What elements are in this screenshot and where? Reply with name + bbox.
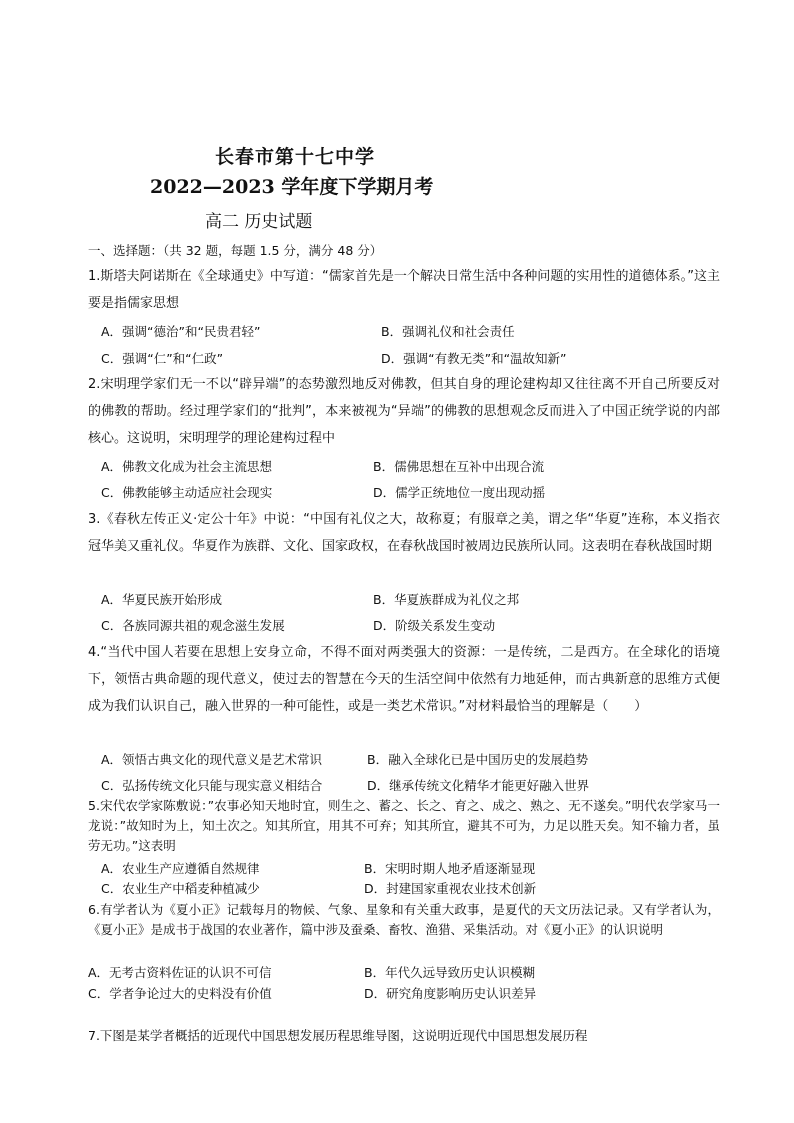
- question-6-stem: 6.有学者认为《夏小正》记载每月的物候、气象、星象和有关重大政事，是夏代的天文历法记录。又有学者认为，《夏小正》是成书于战国的农业著作，篇中涉及蚕桑、畜牧、渔猎、采集活动。对《夏小正》的认识说明: [88, 902, 720, 937]
- question-2-option-c[interactable]: C．佛教能够主动适应社会现实: [101, 485, 273, 500]
- subject-title: 高二 历史试题: [205, 212, 313, 232]
- question-5-option-a[interactable]: A．农业生产应遵循自然规律: [101, 861, 260, 876]
- question-5-option-c[interactable]: C．农业生产中稻麦种植减少: [101, 881, 260, 896]
- question-3-stem: 3.《春秋左传正义·定公十年》中说：“中国有礼仪之大，故称夏；有服章之美，谓之华“华夏”连称，本义指衣冠华美又重礼仪。华夏作为族群、文化、国家政权，在春秋战国时被周边民族所认同。这表明在春秋战国时期: [88, 512, 720, 554]
- question-6-option-b[interactable]: B．年代久远导致历史认识模糊: [364, 965, 536, 980]
- question-3-option-b[interactable]: B．华夏族群成为礼仪之邦: [373, 592, 520, 607]
- question-2-option-b[interactable]: B．儒佛思想在互补中出现合流: [373, 459, 545, 474]
- question-2-stem: 2.宋明理学家们无一不以“辟异端”的态势激烈地反对佛教，但其自身的理论建构却又往往离不开自己所要反对的佛教的帮助。经过理学家们的“批判”，本来被视为“异端”的佛教的思想观念反而进入了中国正统学说的内部核心。这说明，宋明理学的理论建构过程中: [88, 377, 720, 446]
- exam-term-title: 2022—2023 学年度下学期月考: [150, 176, 434, 198]
- question-4-option-b[interactable]: B．融入全球化已是中国历史的发展趋势: [367, 752, 589, 767]
- school-title: 长春市第十七中学: [215, 146, 376, 168]
- question-3-option-a[interactable]: A．华夏民族开始形成: [101, 592, 223, 607]
- question-1-stem: 1.斯塔夫阿诺斯在《全球通史》中写道：“儒家首先是一个解决日常生活中各种问题的实用性的道德体系。”这主要是指儒家思想: [88, 269, 720, 311]
- question-7-stem: 7.下图是某学者概括的近现代中国思想发展历程思维导图，这说明近现代中国思想发展历程: [88, 1028, 588, 1043]
- question-4-stem: 4.“当代中国人若要在思想上安身立命，不得不面对两类强大的资源：一是传统，二是西方。在全球化的语境下，领悟古典命题的现代意义，使过去的智慧在今天的生活空间中依然有力地延伸，而古典新意的思维方式便成为我们认识自己，融入世界的一种可能性，或是一类艺术常识。”对材料最恰当的理解是（ ）: [88, 645, 720, 714]
- question-6-option-a[interactable]: A．无考古资料佐证的认识不可信: [88, 965, 272, 980]
- question-4-option-c[interactable]: C．弘扬传统文化只能与现实意义相结合: [101, 778, 323, 793]
- question-5-option-d[interactable]: D．封建国家重视农业技术创新: [364, 881, 537, 896]
- question-5-stem: 5.宋代农学家陈敷说：”农事必知天地时宜，则生之、蓄之、长之、育之、成之、熟之、无不遂矣。”明代农学家马一龙说：”故知时为上，知土次之。知其所宜，用其不可弃；知其所宜，避其不可为，力足以胜天矣。知不输力者，虽劳无功。”这表明: [88, 798, 720, 853]
- section-heading: 一、选择题：（共 32 题，每题 1.5 分，满分 48 分）: [88, 243, 383, 258]
- question-1-option-d[interactable]: D．强调“有教无类”和“温故知新”: [381, 351, 567, 366]
- question-1-option-a[interactable]: A．强调“德治”和“民贵君轻”: [101, 324, 261, 339]
- question-3-option-c[interactable]: C．各族同源共祖的观念滋生发展: [101, 618, 285, 633]
- question-4-option-d[interactable]: D．继承传统文化精华才能更好融入世界: [367, 778, 590, 793]
- question-6-option-c[interactable]: C．学者争论过大的史料没有价值: [88, 986, 272, 1001]
- question-4-option-a[interactable]: A．领悟古典文化的现代意义是艺术常识: [101, 752, 323, 767]
- question-1-option-b[interactable]: B．强调礼仪和社会责任: [381, 324, 515, 339]
- question-3-option-d[interactable]: D．阶级关系发生变动: [373, 618, 496, 633]
- question-2-option-d[interactable]: D．儒学正统地位一度出现动摇: [373, 485, 546, 500]
- question-6-option-d[interactable]: D．研究角度影响历史认识差异: [364, 986, 537, 1001]
- question-5-option-b[interactable]: B．宋明时期人地矛盾逐渐显现: [364, 861, 536, 876]
- question-1-option-c[interactable]: C．强调“仁”和“仁政”: [101, 351, 224, 366]
- question-2-option-a[interactable]: A．佛教文化成为社会主流思想: [101, 459, 273, 474]
